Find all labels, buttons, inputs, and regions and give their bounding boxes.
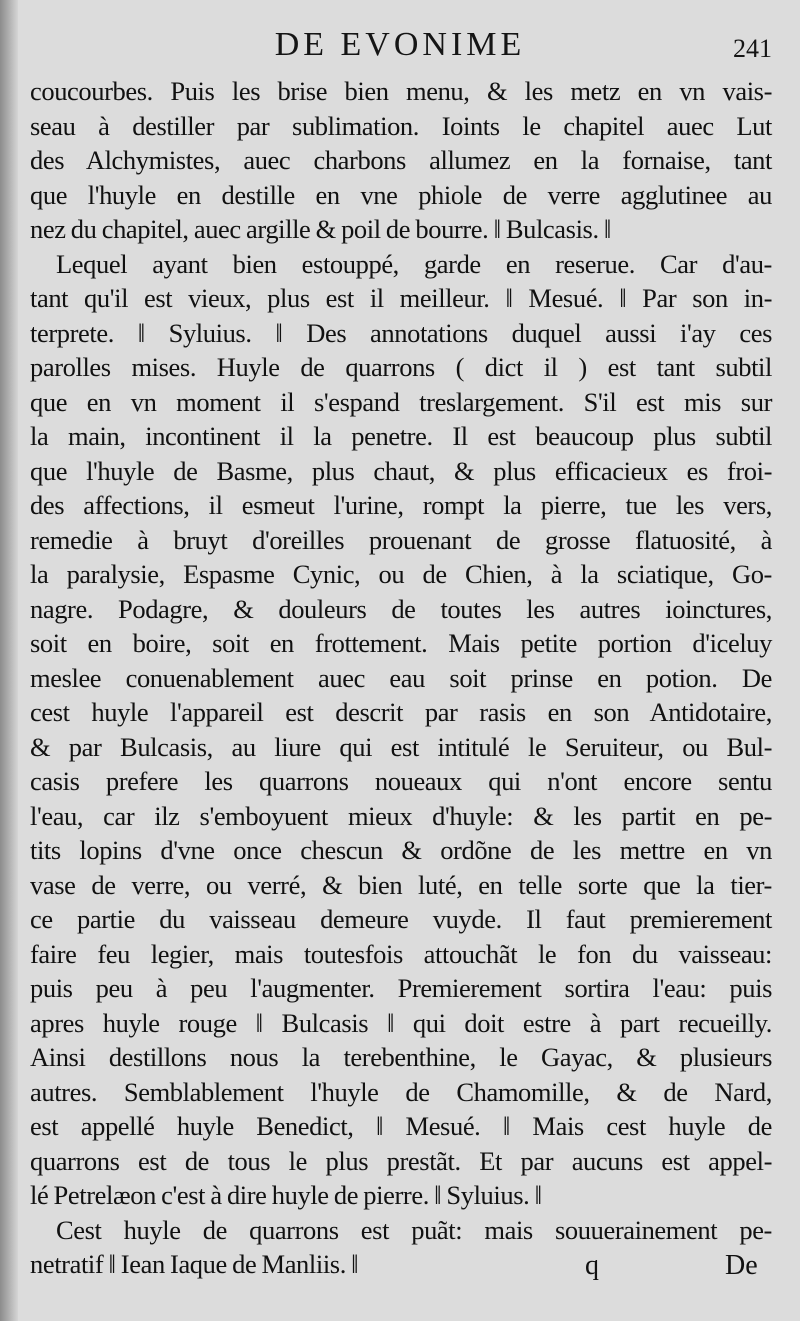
text-line: tant qu'il est vieux, plus est il meilleur. ‖ Mesué. ‖ Par son in-: [30, 283, 772, 313]
text-line: puis peu à peu l'augmenter. Premierement sortira l'eau: puis: [30, 973, 772, 1003]
text-line: que en vn moment il s'espand treslargement. S'il est mis sur: [30, 386, 772, 417]
text-line: la paralysie, Espasme Cynic, ou de Chien, à la sciatique, Go-: [30, 559, 772, 589]
text-line: des Alchymistes, auec charbons allumez en la fornaise, tant: [30, 145, 772, 175]
page-footer: [0, 1250, 800, 1290]
text-line: que l'huyle de Basme, plus chaut, & plus efficacieux es froi-: [30, 455, 772, 486]
text-line: parolles mises. Huyle de quarrons ( dict il ) est tant subtil: [30, 352, 772, 382]
text-line: seau à destiller par sublimation. Ioints le chapitel auec Lut: [30, 110, 772, 141]
text-line: quarrons est de tous le plus prestãt. Et par aucuns est appel-: [30, 1145, 772, 1176]
running-head: DE EVONIME: [274, 26, 526, 63]
text-line: casis prefere les quarrons noueaux qui n'ont encore sentu: [30, 766, 772, 796]
text-line: soit en boire, soit en frottement. Mais petite portion d'iceluy: [30, 628, 772, 658]
text-line: cest huyle l'appareil est descrit par rasis en son Antidotaire,: [30, 697, 772, 727]
text-line: ce partie du vaisseau demeure vuyde. Il faut premierement: [30, 904, 772, 934]
text-line: que l'huyle en destille en vne phiole de verre agglutinee au: [30, 179, 772, 210]
text-line: remedie à bruyt d'oreilles prouenant de grosse flatuosité, à: [30, 524, 772, 555]
text-line: des affections, il esmeut l'urine, rompt la pierre, tue les vers,: [30, 490, 772, 520]
catchword: De: [725, 1250, 758, 1281]
text-line: Cest huyle de quarrons est puãt: mais souuerainement pe-: [56, 1214, 772, 1245]
text-line: nagre. Podagre, & douleurs de toutes les autres ioinctures,: [30, 593, 772, 624]
text-line: tits lopins d'vne once chescun & ordõne de les mettre en vn: [30, 835, 772, 865]
text-line: lé Petrelæon c'est à dire huyle de pierre. ‖ Syluius. ‖: [30, 1180, 542, 1210]
body-text: [30, 74, 772, 1282]
text-line: nez du chapitel, auec argille & poil de bourre. ‖ Bulcasis. ‖: [30, 214, 611, 244]
text-line: & par Bulcasis, au liure qui est intitulé le Seruiteur, ou Bul-: [30, 731, 772, 762]
signature-mark: q: [585, 1250, 599, 1281]
text-line: est appellé huyle Benedict, ‖ Mesué. ‖ Mais cest huyle de: [30, 1111, 772, 1141]
text-line: netratif ‖ Iean Iaque de Manliis. ‖: [30, 1249, 359, 1279]
text-line: Ainsi destillons nous la terebenthine, le Gayac, & plusieurs: [30, 1042, 772, 1072]
text-line: l'eau, car ilz s'emboyuent mieux d'huyle: & les partit en pe-: [30, 800, 772, 831]
text-line: faire feu legier, mais toutesfois attouchãt le fon du vaisseau:: [30, 938, 772, 969]
text-line: coucourbes. Puis les brise bien menu, & les metz en vn vais-: [30, 76, 772, 106]
text-line: vase de verre, ou verré, & bien luté, en telle sorte que la tier-: [30, 869, 772, 900]
text-line: la main, incontinent il la penetre. Il est beaucoup plus subtil: [30, 421, 772, 451]
text-line: apres huyle rouge ‖ Bulcasis ‖ qui doit estre à part recueilly.: [30, 1007, 772, 1038]
text-line: autres. Semblablement l'huyle de Chamomille, & de Nard,: [30, 1076, 772, 1107]
text-line: terprete. ‖ Syluius. ‖ Des annotations duquel aussi i'ay ces: [30, 317, 772, 348]
text-line: Lequel ayant bien estouppé, garde en reserue. Car d'au-: [56, 248, 772, 279]
page-number: 241: [733, 34, 772, 63]
text-line: meslee conuenablement auec eau soit prinse en potion. De: [30, 662, 772, 693]
